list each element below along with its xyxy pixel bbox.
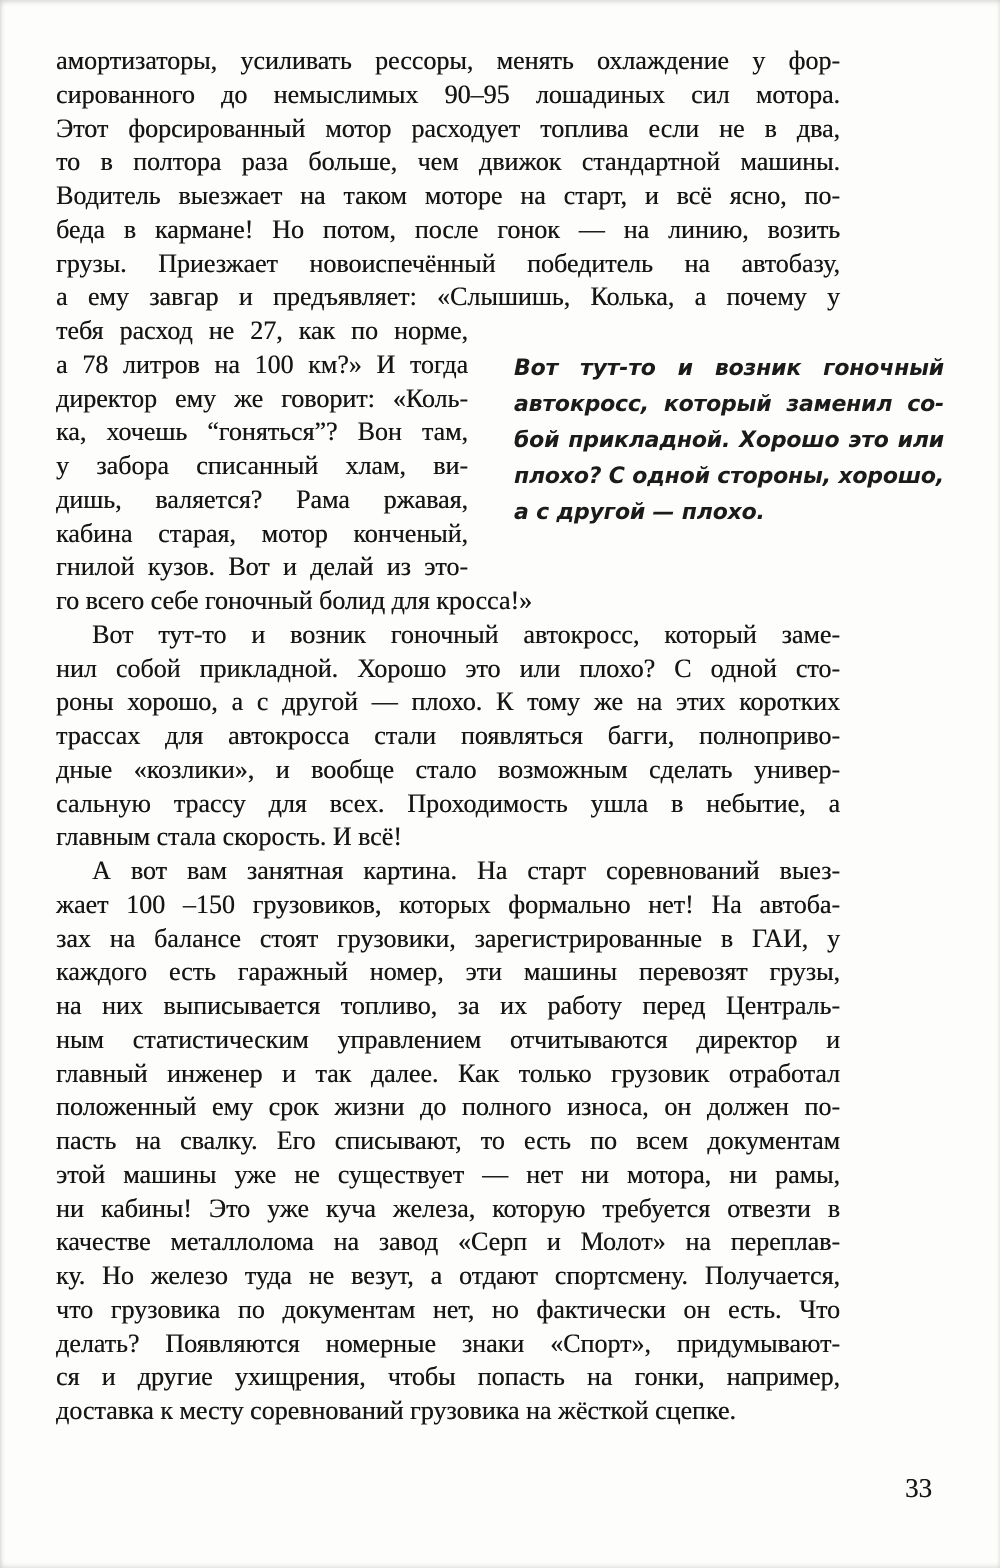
text-line: тебя расход не 27, как по норме, xyxy=(56,316,468,345)
text-line: ка, хочешь “гоняться”? Вон там, xyxy=(56,417,468,447)
text-line: ся и другие ухищрения, чтобы попасть на гонки, например, xyxy=(56,1362,840,1392)
text-line: каждого есть гаражный номер, эти машины перевозят грузы, xyxy=(56,957,840,987)
text-line: доставка к месту соревнований грузовика на жёсткой сцепке. xyxy=(56,1396,736,1425)
quote-line: бой прикладной. Хорошо это или xyxy=(514,428,944,453)
text-line: ку. Но железо туда не везут, а отдают спортсмену. Получается, xyxy=(56,1261,840,1290)
quote-line: а с другой — плохо. xyxy=(514,500,765,525)
text-line: нил собой прикладной. Хорошо это или плохо? С одной сто- xyxy=(56,653,840,683)
text-line: кабина старая, мотор конченый, xyxy=(56,518,468,548)
quote-line: Вот тут-то и возник гоночный xyxy=(514,356,944,381)
text-line: этой машины уже не существует — нет ни мотора, ни рамы, xyxy=(56,1159,840,1189)
text-line: дишь, валяется? Рама ржавая, xyxy=(56,484,468,514)
text-line: А вот вам занятная картина. На старт соревнований выез- xyxy=(92,856,840,885)
text-line: главный инженер и так далее. Как только грузовик отработал xyxy=(56,1058,840,1088)
text-line: роны хорошо, а с другой — плохо. К тому же на этих коротких xyxy=(56,687,840,717)
text-line: главным стала скорость. И всё! xyxy=(56,822,402,852)
text-line: а 78 литров на 100 км?» И тогда xyxy=(56,349,468,379)
text-line: пасть на свалку. Его списывают, то есть по всем документам xyxy=(56,1126,840,1155)
text-line: на них выписывается топливо, за их работу перед Централь- xyxy=(56,991,840,1020)
text-line: Вот тут-то и возник гоночный автокросс, который заме- xyxy=(92,619,840,649)
text-line: ни кабины! Это уже куча железа, которую требуется отвезти в xyxy=(56,1193,840,1223)
text-line: сированного до немыслимых 90–95 лошадиных сил мотора. xyxy=(56,79,840,109)
quote-line: автокросс, который заменил со- xyxy=(514,392,944,417)
text-line: Водитель выезжает на таком моторе на старт, и всё ясно, по- xyxy=(56,181,840,210)
text-line: что грузовика по документам нет, но фактически он есть. Что xyxy=(56,1294,840,1324)
text-line: делать? Появляются номерные знаки «Спорт», придумывают- xyxy=(56,1328,840,1358)
text-line: грузы. Приезжает новоиспечённый победитель на автобазу, xyxy=(56,248,840,278)
page-number: 33 xyxy=(905,1473,932,1503)
quote-line: плохо? С одной стороны, хорошо, xyxy=(514,464,944,489)
text-line: у забора списанный хлам, ви- xyxy=(56,451,468,480)
text-line: то в полтора раза больше, чем движок стандартной машины. xyxy=(56,147,840,177)
inset-pull-quote xyxy=(514,351,944,531)
text-line: амортизаторы, усиливать рессоры, менять охлаждение у фор- xyxy=(56,46,840,75)
text-line: го всего себе гоночный болид для кросса!» xyxy=(56,586,533,615)
text-line: а ему завгар и предъявляет: «Слышишь, Колька, а почему у xyxy=(56,282,840,312)
text-line: качестве металлолома на завод «Серп и Молот» на переплав- xyxy=(56,1227,840,1257)
text-line: Этот форсированный мотор расходует топлива если не в два, xyxy=(56,113,840,143)
text-line: беда в кармане! Но потом, после гонок — на линию, возить xyxy=(56,214,840,244)
text-line: сальную трассу для всех. Проходимость ушла в небытие, а xyxy=(56,788,840,818)
body-text xyxy=(56,44,840,1428)
text-line: положенный ему срок жизни до полного износа, он должен по- xyxy=(56,1092,840,1122)
text-line: дные «козлики», и вообще стало возможным сделать универ- xyxy=(56,754,840,784)
text-line: жает 100 –150 грузовиков, которых формально нет! На автоба- xyxy=(56,889,840,919)
text-line: трассах для автокросса стали появляться багги, полноприво- xyxy=(56,721,840,750)
text-line: гнилой кузов. Вот и делай из это- xyxy=(56,552,468,582)
text-line: зах на балансе стоят грузовики, зарегистрированные в ГАИ, у xyxy=(56,923,840,953)
text-line: ным статистическим управлением отчитываются директор и xyxy=(56,1024,840,1054)
text-line: директор ему же говорит: «Коль- xyxy=(56,383,468,413)
